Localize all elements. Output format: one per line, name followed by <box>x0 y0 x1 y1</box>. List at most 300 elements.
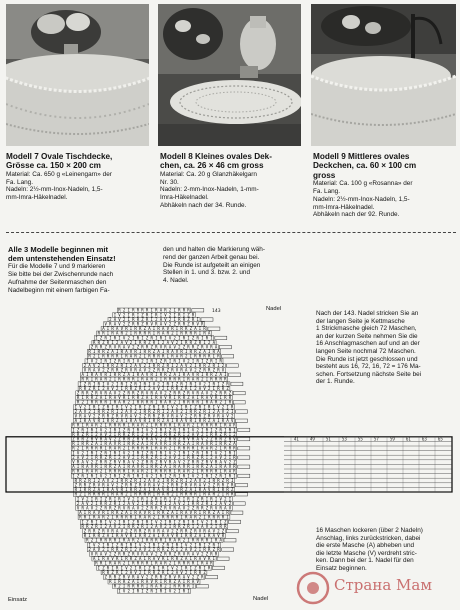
svg-text:V: V <box>152 381 156 387</box>
svg-text:V: V <box>159 390 163 396</box>
svg-text:I: I <box>95 519 98 525</box>
svg-text:2: 2 <box>118 454 121 460</box>
svg-text:2: 2 <box>168 316 172 322</box>
svg-text:2: 2 <box>207 339 211 345</box>
svg-text:R: R <box>221 487 225 493</box>
svg-text:R: R <box>106 487 110 493</box>
svg-text:R: R <box>141 307 144 313</box>
svg-text:2: 2 <box>182 537 186 543</box>
svg-text:R: R <box>88 381 91 387</box>
svg-text:I: I <box>81 422 84 428</box>
intro-line: Die Runde ist aufgeteilt an einigen <box>163 261 261 269</box>
instruction-line: die letzte Masche (V) verdreht stric- <box>316 549 417 557</box>
svg-text:2: 2 <box>97 542 101 548</box>
svg-text:A: A <box>207 491 211 497</box>
svg-text:R: R <box>180 367 183 373</box>
svg-text:A: A <box>132 505 135 511</box>
svg-text:R: R <box>164 441 167 447</box>
svg-text:2: 2 <box>106 514 110 520</box>
svg-text:R: R <box>92 482 96 488</box>
svg-text:A: A <box>145 431 149 437</box>
svg-text:R: R <box>182 450 186 456</box>
svg-text:I: I <box>189 385 193 391</box>
svg-text:V: V <box>189 546 193 552</box>
row-number-box <box>238 447 250 450</box>
svg-text:R: R <box>164 376 167 382</box>
svg-text:A: A <box>92 510 96 516</box>
svg-text:I: I <box>106 491 110 497</box>
svg-text:V: V <box>92 418 96 424</box>
svg-text:I: I <box>224 450 227 456</box>
svg-text:I: I <box>115 408 119 414</box>
svg-text:R: R <box>173 376 176 382</box>
svg-text:I: I <box>161 408 165 414</box>
svg-text:I: I <box>187 473 190 479</box>
svg-text:2: 2 <box>201 431 204 437</box>
svg-text:A: A <box>198 385 202 391</box>
svg-text:2: 2 <box>138 413 142 419</box>
svg-text:I: I <box>217 362 220 368</box>
svg-text:R: R <box>76 395 80 401</box>
svg-text:R: R <box>132 468 135 474</box>
svg-text:I: I <box>134 533 137 539</box>
svg-text:Z: Z <box>187 395 190 401</box>
svg-text:R: R <box>148 330 151 336</box>
svg-text:R: R <box>175 533 179 539</box>
svg-text:V: V <box>120 326 124 332</box>
caption-model-8 <box>160 152 305 210</box>
svg-text:R: R <box>122 431 126 437</box>
svg-text:A: A <box>173 459 176 465</box>
svg-text:I: I <box>125 381 128 387</box>
svg-text:V: V <box>104 431 107 437</box>
svg-text:V: V <box>76 505 80 511</box>
svg-text:R: R <box>76 436 80 442</box>
svg-text:R: R <box>141 468 144 474</box>
svg-text:R: R <box>106 542 110 548</box>
svg-text:I: I <box>173 445 176 451</box>
caption-title: Modell 9 Mittleres ovales <box>313 152 410 161</box>
svg-text:R: R <box>134 367 137 373</box>
svg-text:R: R <box>127 583 130 589</box>
svg-text:V: V <box>127 454 130 460</box>
svg-text:I: I <box>187 537 190 543</box>
svg-text:I: I <box>127 560 130 566</box>
svg-text:R: R <box>182 445 186 451</box>
caption-line: Nadeln: 2½-mm-Inox-Nadeln, 1,5- <box>6 186 103 194</box>
svg-text:Z: Z <box>168 473 172 479</box>
svg-text:I: I <box>136 312 140 318</box>
svg-text:R: R <box>228 427 232 433</box>
svg-text:A: A <box>138 510 142 516</box>
svg-text:I: I <box>132 427 135 433</box>
svg-text:R: R <box>141 579 144 585</box>
svg-text:I: I <box>118 450 121 456</box>
svg-text:V: V <box>210 395 213 401</box>
svg-text:2: 2 <box>157 381 160 387</box>
svg-text:R: R <box>203 418 206 424</box>
svg-text:I: I <box>141 473 144 479</box>
svg-text:2: 2 <box>136 500 140 506</box>
svg-text:2: 2 <box>90 537 94 543</box>
svg-text:I: I <box>161 349 165 355</box>
svg-text:V: V <box>141 574 144 580</box>
svg-text:A: A <box>201 390 204 396</box>
svg-text:V: V <box>111 482 114 488</box>
svg-text:R: R <box>203 491 206 497</box>
svg-text:2: 2 <box>90 500 94 506</box>
svg-text:I: I <box>175 546 179 552</box>
svg-text:R: R <box>210 505 213 511</box>
svg-text:R: R <box>173 358 176 364</box>
svg-text:A: A <box>109 441 112 447</box>
svg-text:I: I <box>157 542 160 548</box>
svg-text:R: R <box>159 372 163 378</box>
svg-text:Z: Z <box>164 436 167 442</box>
svg-text:I: I <box>189 353 193 359</box>
svg-text:V: V <box>178 500 181 506</box>
svg-text:R: R <box>182 316 186 322</box>
svg-text:R: R <box>205 473 209 479</box>
svg-text:R: R <box>164 505 167 511</box>
svg-text:R: R <box>159 427 163 433</box>
svg-text:I: I <box>205 496 209 502</box>
svg-text:Z: Z <box>118 574 121 580</box>
svg-text:2: 2 <box>228 459 232 465</box>
svg-text:Z: Z <box>173 431 176 437</box>
row-number-box <box>238 437 250 440</box>
svg-text:R: R <box>102 491 105 497</box>
svg-text:2: 2 <box>111 477 114 483</box>
svg-text:R: R <box>99 445 103 451</box>
svg-text:Z: Z <box>201 459 204 465</box>
svg-text:Z: Z <box>180 385 183 391</box>
svg-text:V: V <box>150 551 153 557</box>
row-number-box <box>231 382 243 385</box>
instruction-line: Anschlag, links zurückstricken, dabei <box>316 534 421 542</box>
svg-text:V: V <box>86 500 89 506</box>
svg-text:V: V <box>171 565 174 571</box>
svg-text:R: R <box>182 372 186 378</box>
svg-text:R: R <box>88 477 91 483</box>
svg-text:V: V <box>118 316 121 322</box>
svg-text:R: R <box>168 537 172 543</box>
svg-text:R: R <box>217 353 220 359</box>
svg-text:I: I <box>97 353 101 359</box>
svg-text:2: 2 <box>125 569 128 575</box>
svg-text:R: R <box>175 542 179 548</box>
svg-text:R: R <box>205 335 209 341</box>
svg-text:R: R <box>125 353 128 359</box>
svg-text:I: I <box>152 491 156 497</box>
svg-text:V: V <box>171 533 174 539</box>
svg-text:I: I <box>111 542 114 548</box>
svg-text:R: R <box>207 404 211 410</box>
svg-text:V: V <box>161 487 165 493</box>
svg-text:I: I <box>145 583 149 589</box>
svg-text:V: V <box>164 316 167 322</box>
svg-text:2: 2 <box>125 491 128 497</box>
svg-text:R: R <box>109 445 112 451</box>
svg-text:R: R <box>210 358 213 364</box>
svg-text:Z: Z <box>212 546 216 552</box>
svg-text:Z: Z <box>214 427 218 433</box>
svg-text:R: R <box>86 376 89 382</box>
svg-text:I: I <box>180 542 183 548</box>
svg-text:Z: Z <box>182 523 186 529</box>
svg-text:Z: Z <box>224 436 227 442</box>
svg-text:R: R <box>194 528 197 534</box>
svg-text:I: I <box>212 353 216 359</box>
svg-text:Z: Z <box>207 418 211 424</box>
svg-text:R: R <box>132 390 135 396</box>
svg-text:R: R <box>102 528 105 534</box>
svg-text:V: V <box>166 528 170 534</box>
svg-text:I: I <box>166 565 170 571</box>
caption-line: Imra-Häkelnadel. <box>160 194 209 202</box>
svg-text:R: R <box>88 491 91 497</box>
svg-text:R: R <box>219 436 222 442</box>
svg-text:I: I <box>210 537 213 543</box>
caption-line: Material: Ca. 100 g «Rosanna» der <box>313 180 413 188</box>
svg-text:R: R <box>86 422 89 428</box>
svg-text:I: I <box>191 441 195 447</box>
svg-text:V: V <box>136 551 140 557</box>
svg-text:I: I <box>152 546 156 552</box>
svg-text:R: R <box>166 349 170 355</box>
svg-text:I: I <box>180 339 183 345</box>
svg-text:V: V <box>125 565 128 571</box>
svg-text:Z: Z <box>148 339 151 345</box>
svg-text:I: I <box>159 579 163 585</box>
svg-text:I: I <box>230 477 234 483</box>
svg-text:A: A <box>207 528 211 534</box>
svg-text:I: I <box>189 569 193 575</box>
svg-text:A: A <box>180 418 183 424</box>
svg-text:2: 2 <box>115 482 119 488</box>
svg-text:I: I <box>92 349 96 355</box>
svg-text:R: R <box>134 326 137 332</box>
svg-text:R: R <box>205 399 209 405</box>
svg-text:R: R <box>113 335 117 341</box>
chart-label-nadel-bottom: Nadel <box>253 596 269 602</box>
svg-text:V: V <box>118 459 121 465</box>
svg-text:I: I <box>127 445 130 451</box>
svg-text:R: R <box>184 533 188 539</box>
svg-text:Z: Z <box>196 574 199 580</box>
svg-text:R: R <box>136 427 140 433</box>
svg-text:R: R <box>104 358 107 364</box>
svg-text:2: 2 <box>175 565 179 571</box>
svg-text:V: V <box>210 459 213 465</box>
svg-text:Z: Z <box>159 505 163 511</box>
svg-text:R: R <box>164 422 167 428</box>
svg-text:R: R <box>92 491 96 497</box>
svg-text:Z: Z <box>182 390 186 396</box>
svg-text:R: R <box>155 464 158 470</box>
svg-text:R: R <box>168 551 172 557</box>
row-number-box <box>238 465 250 468</box>
svg-text:R: R <box>76 459 80 465</box>
svg-text:I: I <box>203 565 206 571</box>
svg-text:I: I <box>207 349 211 355</box>
svg-text:I: I <box>173 395 176 401</box>
svg-text:R: R <box>191 399 195 405</box>
svg-text:R: R <box>173 464 176 470</box>
svg-text:R: R <box>134 349 137 355</box>
svg-text:I: I <box>217 418 220 424</box>
svg-text:I: I <box>141 500 144 506</box>
svg-text:A: A <box>203 349 206 355</box>
svg-text:2: 2 <box>171 491 174 497</box>
svg-text:R: R <box>136 436 140 442</box>
svg-text:2: 2 <box>189 542 193 548</box>
svg-text:R: R <box>109 395 112 401</box>
svg-text:R: R <box>132 574 135 580</box>
svg-text:R: R <box>115 367 119 373</box>
svg-text:R: R <box>214 422 218 428</box>
svg-text:R: R <box>196 358 199 364</box>
svg-text:I: I <box>104 560 107 566</box>
intro-line: Sie bitte bei der Zwischenrunde nach <box>8 270 114 278</box>
svg-text:2: 2 <box>141 505 144 511</box>
svg-text:R: R <box>171 367 174 373</box>
svg-text:R: R <box>127 358 130 364</box>
svg-text:R: R <box>175 418 179 424</box>
svg-text:Z: Z <box>83 528 87 534</box>
svg-text:R: R <box>97 491 101 497</box>
svg-text:2: 2 <box>109 431 112 437</box>
svg-text:V: V <box>118 312 121 318</box>
svg-text:Z: Z <box>226 482 229 488</box>
svg-text:I: I <box>86 450 89 456</box>
svg-text:R: R <box>86 390 89 396</box>
instruction-line: besteht aus 16, 72, 16, 72 = 176 Ma- <box>316 363 421 371</box>
svg-text:R: R <box>141 523 144 529</box>
svg-text:A: A <box>175 569 179 575</box>
svg-text:R: R <box>127 441 130 447</box>
svg-text:I: I <box>138 381 142 387</box>
svg-text:A: A <box>189 514 193 520</box>
svg-text:Z: Z <box>145 335 149 341</box>
svg-text:A: A <box>95 441 98 447</box>
svg-text:R: R <box>224 468 227 474</box>
svg-text:R: R <box>136 519 140 525</box>
svg-text:I: I <box>166 385 170 391</box>
svg-text:2: 2 <box>72 454 75 460</box>
svg-text:R: R <box>145 436 149 442</box>
svg-text:R: R <box>102 353 105 359</box>
caption-model-9 <box>313 152 455 219</box>
svg-text:I: I <box>194 487 197 493</box>
svg-text:V: V <box>136 505 140 511</box>
svg-text:Z: Z <box>212 510 216 516</box>
svg-text:Z: Z <box>196 344 199 350</box>
svg-text:R: R <box>203 353 206 359</box>
svg-text:Z: Z <box>76 427 80 433</box>
svg-text:R: R <box>187 390 190 396</box>
svg-text:R: R <box>157 546 160 552</box>
svg-text:V: V <box>191 372 195 378</box>
svg-text:R: R <box>171 326 174 332</box>
svg-text:2: 2 <box>191 574 195 580</box>
svg-text:R: R <box>88 353 91 359</box>
svg-text:2: 2 <box>150 523 153 529</box>
svg-text:I: I <box>99 441 103 447</box>
svg-text:R: R <box>155 312 158 318</box>
svg-text:V: V <box>178 459 181 465</box>
svg-text:I: I <box>138 477 142 483</box>
svg-text:Z: Z <box>99 450 103 456</box>
svg-text:V: V <box>207 487 211 493</box>
svg-text:I: I <box>219 519 222 525</box>
svg-text:Z: Z <box>214 372 218 378</box>
svg-text:R: R <box>219 473 222 479</box>
svg-text:I: I <box>159 496 163 502</box>
svg-text:R: R <box>90 519 94 525</box>
svg-text:Z: Z <box>184 487 188 493</box>
svg-text:R: R <box>104 441 107 447</box>
svg-text:R: R <box>138 565 142 571</box>
svg-text:Z: Z <box>74 482 78 488</box>
svg-text:A: A <box>184 556 188 562</box>
svg-text:Z: Z <box>194 533 197 539</box>
svg-text:R: R <box>166 362 170 368</box>
svg-text:Z: Z <box>187 316 190 322</box>
svg-text:V: V <box>125 339 128 345</box>
svg-text:V: V <box>191 390 195 396</box>
svg-text:I: I <box>157 514 160 520</box>
svg-text:Z: Z <box>194 404 197 410</box>
svg-text:V: V <box>97 510 101 516</box>
svg-text:I: I <box>118 427 121 433</box>
svg-text:Z: Z <box>182 344 186 350</box>
svg-text:V: V <box>132 500 135 506</box>
svg-text:V: V <box>205 441 209 447</box>
svg-text:Z: Z <box>159 551 163 557</box>
svg-text:Z: Z <box>152 349 156 355</box>
svg-text:R: R <box>72 468 75 474</box>
svg-text:I: I <box>161 381 165 387</box>
svg-text:R: R <box>221 514 225 520</box>
svg-text:R: R <box>120 381 124 387</box>
svg-text:A: A <box>171 349 174 355</box>
svg-text:R: R <box>132 316 135 322</box>
svg-text:I: I <box>224 427 227 433</box>
svg-text:A: A <box>72 464 75 470</box>
svg-text:A: A <box>166 418 170 424</box>
svg-text:I: I <box>95 427 98 433</box>
svg-text:R: R <box>184 514 188 520</box>
svg-text:2: 2 <box>187 358 190 364</box>
svg-text:R: R <box>88 510 91 516</box>
svg-text:2: 2 <box>173 399 176 405</box>
row-number-box <box>215 336 227 339</box>
svg-text:2: 2 <box>184 353 188 359</box>
svg-text:A: A <box>115 491 119 497</box>
svg-text:I: I <box>109 358 112 364</box>
svg-text:I: I <box>83 491 87 497</box>
svg-text:R: R <box>230 491 234 497</box>
svg-text:R: R <box>196 505 199 511</box>
svg-text:R: R <box>168 468 172 474</box>
svg-text:V: V <box>106 477 110 483</box>
svg-text:V: V <box>125 404 128 410</box>
svg-text:R: R <box>95 454 98 460</box>
svg-text:V: V <box>143 482 147 488</box>
svg-text:V: V <box>81 496 84 502</box>
svg-text:R: R <box>194 491 197 497</box>
